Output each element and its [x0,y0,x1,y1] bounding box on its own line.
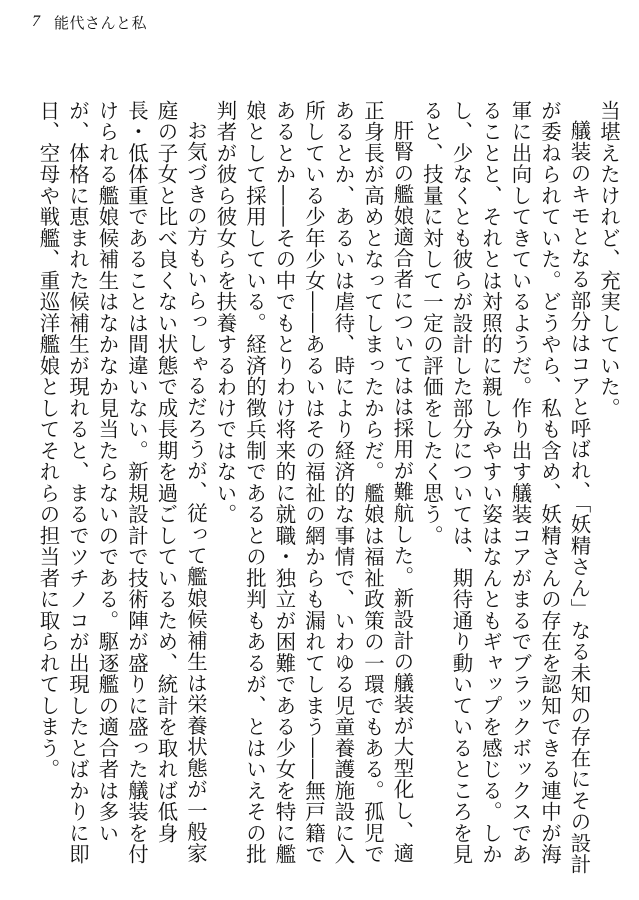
paragraph-3: 肝腎の艦娘適合者についてはは採用が難航した。新設計の艤装が大型化し、適正身長が高めとなってしまったからだ。艦娘は福祉政策の一環でもある。孤児であるとか、あるいは虐待、時により経済的な事情で、いわゆる児童養護施設に入所している少年少女――あるいはその福祉の網からも漏れてしまう――無戸籍であるとか――その中でもとりわけ将来的に就職・独立が困難である少女を特に艦娘として採用している。経済的徴兵制であるとの批判もあるが、とはいえその批判者が彼ら彼女らを扶養するわけではない。 [213,100,415,865]
paragraph-2: 艤装のキモとなる部分はコアと呼ばれ、「妖精さん」なる未知の存在にその設計が委ねられていた。どうやら、私も含め、妖精さんの存在を認知できる連中が海軍に出向してきているようだ。作り出す艤装コアがまるでブラックボックスであることと、それとは対照的に親しみやすい姿はなんともギャップを感じる。しかし、少なくとも彼らが設計した部分については、期待通り動いているところを見ると、技量に対して一定の評価をしたく思う。 [420,100,592,876]
paragraph-1: 当堪えたけれど、充実していた。 [597,100,621,419]
chapter-title: 能代さんと私 [54,13,148,32]
page-number: 7 [32,13,40,30]
vertical-body-text [33,100,623,880]
running-header [32,8,147,36]
paragraph-4: お気づきの方もいらっしゃるだろうが、従って艦娘候補生は栄養状態が一般家庭の子女と比べ良くない状態で成長期を過ごしているため、統計を取れば低身長・低体重であることは間違いない。新規設計で技術陣が盛りに盛った艤装を付けられる艦娘候補生はなかなか見当たらないのである。駆逐艦の適合者は多いが、体格に恵まれた候補生が現れると、まるでツチノコが出現したとばかりに即日、空母や戦艦、重巡洋艦娘としてそれらの担当者に取られてしまう。 [36,100,208,865]
